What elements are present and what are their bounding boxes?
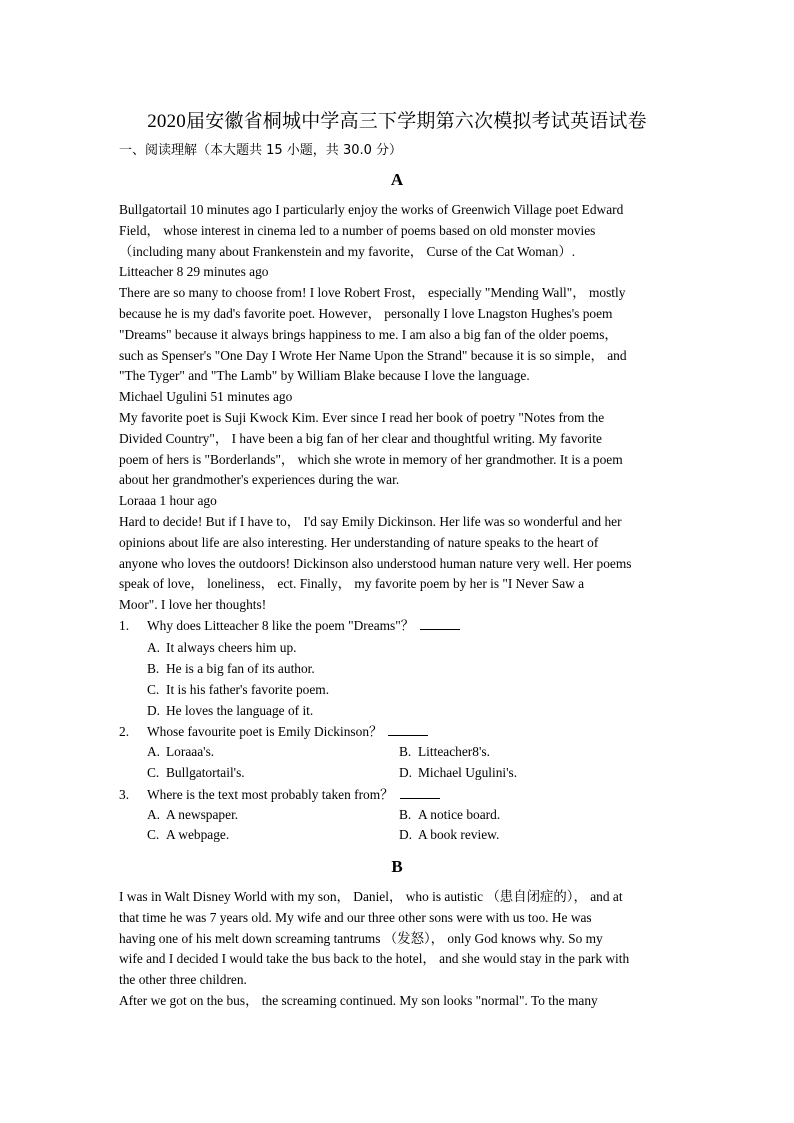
passage-line: Divided Country"， I have been a big fan of her clear and thoughtful writing. My favorite: [119, 430, 602, 446]
question-number: 3.: [119, 787, 130, 802]
passage-line: because he is my dad's favorite poet. However， personally I love Lnagston Hughes's poem: [119, 305, 613, 321]
option-3b[interactable]: B. A notice board.: [399, 807, 501, 822]
passage-line: wife and I decided I would take the bus back to the hotel， and she would stay in the park with: [119, 951, 630, 967]
option-3a[interactable]: A. A newspaper.: [147, 807, 239, 822]
exam-title: 2020届安徽省桐城中学高三下学期第六次模拟考试英语试卷: [147, 111, 647, 132]
passage-line: opinions about life are also interesting. Her understanding of nature speaks to the heart of: [119, 534, 599, 550]
passage-a-label: A: [390, 170, 404, 189]
passage-line: There are so many to choose from! I love Robert Frost， especially "Mending Wall"， mostly: [119, 285, 626, 301]
passage-line: I was in Walt Disney World with my son， Daniel， who is autistic （患自闭症的）， and at: [119, 889, 623, 904]
question-stem: Where is the text most probably taken from？: [147, 785, 440, 806]
passage-line: the other three children.: [119, 972, 247, 988]
passage-line: Michael Ugulini 51 minutes ago: [119, 389, 293, 405]
option-2a[interactable]: A. Loraaa's.: [147, 744, 215, 759]
answer-blank[interactable]: [400, 785, 440, 799]
passage-line: "Dreams" because it always brings happiness to me. I am also a big fan of the older poems，: [119, 326, 618, 342]
answer-blank[interactable]: [420, 616, 460, 630]
passage-line: anyone who loves the outdoors! Dickinson also understood human nature very well. Her poems: [119, 555, 632, 571]
option-1c[interactable]: C. It is his father's favorite poem.: [147, 682, 330, 697]
option-1a[interactable]: A. It always cheers him up.: [147, 640, 297, 655]
option-2b[interactable]: B. Litteacher8's.: [399, 744, 490, 759]
option-3c[interactable]: C. A webpage.: [147, 827, 230, 842]
passage-line: My favorite poet is Suji Kwock Kim. Ever since I read her book of poetry "Notes from the: [119, 409, 605, 425]
passage-line: Bullgatortail 10 minutes ago I particularly enjoy the works of Greenwich Village poet Edward: [119, 202, 624, 217]
passage-line: （including many about Frankenstein and my favorite， Curse of the Cat Woman）.: [119, 243, 576, 259]
passage-line: Field， whose interest in cinema led to a number of poems based on old monster movies: [119, 222, 596, 238]
passage-line: poem of hers is "Borderlands"， which she wrote in memory of her grandmother. It is a poem: [119, 451, 623, 467]
passage-line: "The Tyger" and "The Lamb" by William Blake because I love the language.: [119, 368, 530, 384]
passage-line: such as Spenser's "One Day I Wrote Her Name Upon the Strand" because it is so simple， and: [119, 347, 627, 363]
question-number: 1.: [119, 618, 130, 633]
question-number: 2.: [119, 724, 130, 739]
passage-line: about her grandmother's experiences during the war.: [119, 472, 400, 488]
option-2d[interactable]: D. Michael Ugulini's.: [399, 765, 518, 780]
question-stem: Whose favourite poet is Emily Dickinson？: [147, 722, 428, 743]
question-stem: Why does Litteacher 8 like the poem "Dreams"？: [147, 616, 460, 637]
option-2c[interactable]: C. Bullgatortail's.: [147, 765, 245, 780]
option-1d[interactable]: D. He loves the language of it.: [147, 703, 314, 718]
passage-line: Litteacher 8 29 minutes ago: [119, 264, 269, 280]
passage-line: speak of love， loneliness， ect. Finally， my favorite poem by her is "I Never Saw a: [119, 576, 585, 592]
answer-blank[interactable]: [388, 722, 428, 736]
passage-line: Loraaa 1 hour ago: [119, 493, 217, 509]
option-1b[interactable]: B. He is a big fan of its author.: [147, 661, 315, 676]
passage-line: that time he was 7 years old. My wife and our three other sons were with us too. He was: [119, 909, 592, 925]
passage-line: having one of his melt down screaming tantrums （发怒）， only God knows why. So my: [119, 930, 603, 946]
option-3d[interactable]: D. A book review.: [399, 827, 500, 842]
section-heading: 一、阅读理解（本大题共 15 小题，共 30.0 分）: [119, 143, 403, 158]
passage-line: Hard to decide! But if I have to， I'd say Emily Dickinson. Her life was so wonderful and her: [119, 513, 622, 529]
passage-b-text: [119, 887, 673, 1012]
passage-b-label: B: [391, 857, 403, 876]
passage-line: After we got on the bus， the screaming continued. My son looks "normal". To the many: [119, 992, 598, 1008]
passage-line: Moor". I love her thoughts!: [119, 597, 267, 613]
passage-a-text: [119, 200, 673, 616]
